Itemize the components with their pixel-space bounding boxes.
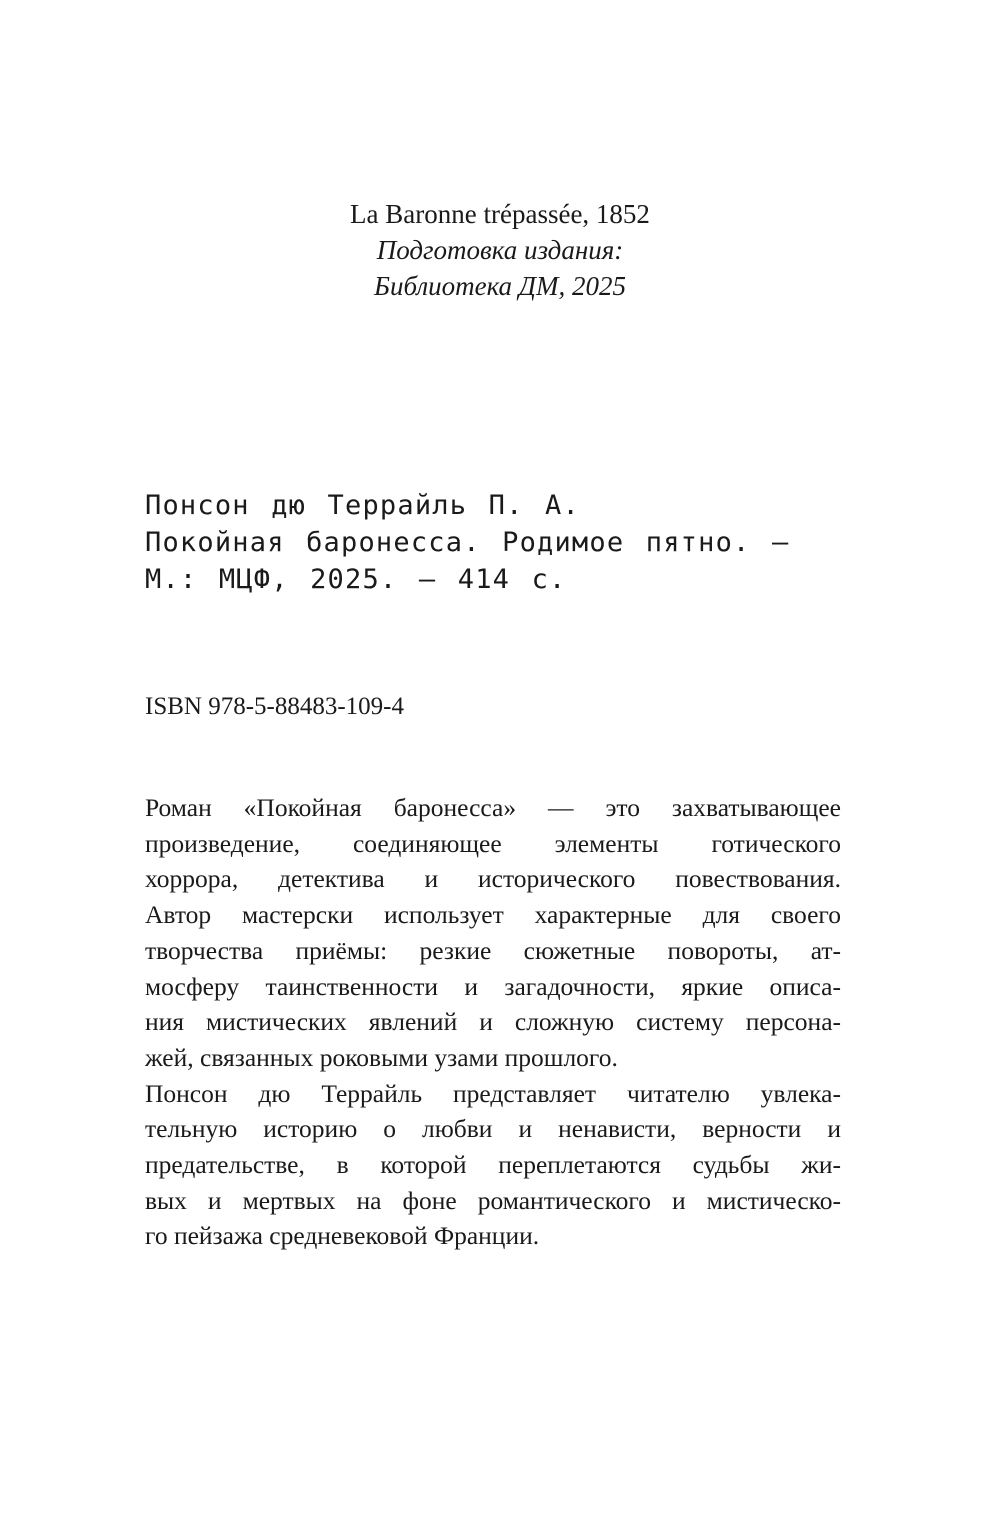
- annotation-paragraph-1: [145, 790, 841, 1076]
- annotation-line: творчества приёмы: резкие сюжетные повороты, ат-: [145, 935, 841, 965]
- annotation-line: предательстве, в которой переплетаются судьбы жи-: [145, 1150, 841, 1180]
- annotation-line: ния мистических явлений и сложную систему персона-: [145, 1007, 841, 1037]
- annotation-line: хоррора, детектива и исторического повествования.: [145, 864, 841, 894]
- isbn-number: ISBN 978-5-88483-109-4: [145, 693, 405, 720]
- annotation-line: вых и мертвых на фоне романтического и мистическо-: [145, 1185, 841, 1215]
- annotation-line: тельную историю о любви и ненависти, верности и: [145, 1114, 841, 1144]
- catalog-record: [145, 487, 845, 598]
- annotation-line: Понсон дю Террайль представляет читателю увлека-: [145, 1078, 841, 1108]
- annotation-line: Роман «Покойная баронесса» — это захватывающее: [145, 793, 841, 822]
- original-title-year: La Baronne trépassée, 1852: [350, 199, 650, 229]
- annotation-line: Автор мастерски использует характерные для своего: [145, 900, 841, 930]
- annotation-line: го пейзажа средневековой Франции.: [145, 1221, 540, 1251]
- catalog-title-line: Покойная баронесса. Родимое пятно. —: [145, 527, 790, 558]
- preparation-value: Библиотека ДМ, 2025: [374, 271, 626, 301]
- preparation-label: Подготовка издания:: [376, 235, 624, 265]
- annotation: [145, 790, 841, 1254]
- annotation-line: произведение, соединяющее элементы готического: [145, 828, 841, 858]
- annotation-line: мосферу таинственности и загадочности, яркие описа-: [145, 971, 841, 1001]
- catalog-publisher-line: М.: МЦФ, 2025. — 414 с.: [145, 564, 567, 595]
- original-edition-block: [0, 196, 1000, 304]
- annotation-paragraph-2: [145, 1076, 841, 1255]
- annotation-line: жей, связанных роковыми узами прошлого.: [145, 1042, 618, 1072]
- catalog-author-line: Понсон дю Террайль П. А.: [145, 490, 580, 521]
